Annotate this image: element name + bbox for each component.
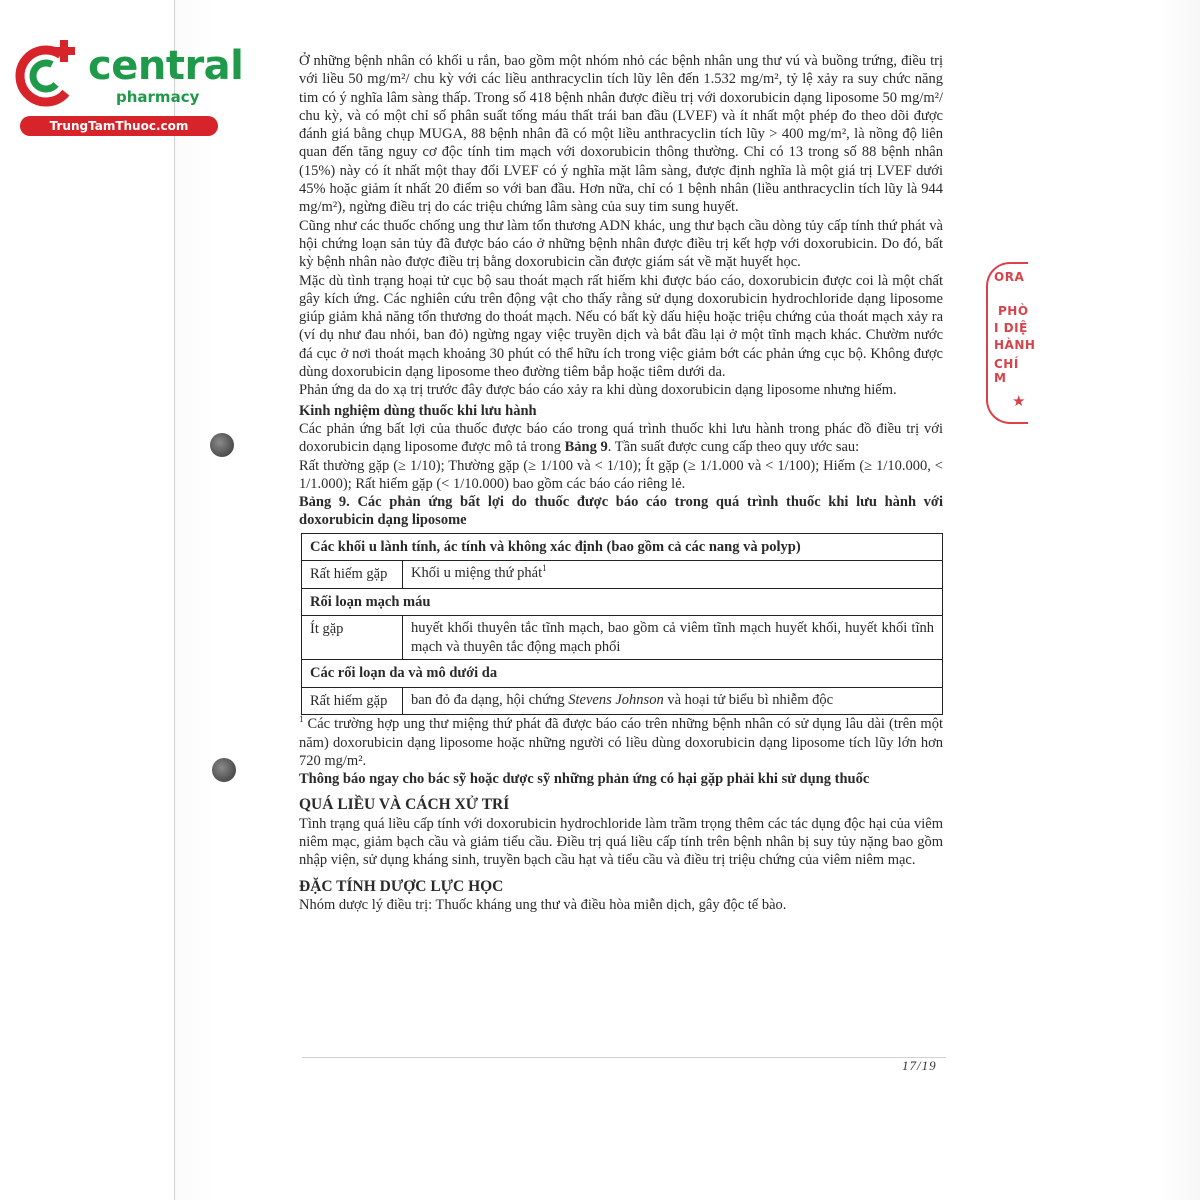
footnote-marker: 1 [542, 563, 547, 574]
table-row [302, 561, 943, 589]
frequency-cell: Rất hiếm gặp [302, 687, 403, 715]
document-body [299, 52, 943, 914]
central-pharmacy-logo[interactable] [10, 38, 244, 138]
reaction-text: ban đỏ đa dạng, hội chứng [411, 691, 569, 708]
star-icon: ★ [1012, 392, 1026, 410]
table-caption: Bảng 9. Các phản ứng bất lợi do thuốc được báo cáo trong quá trình thuốc khi lưu hành với doxorubicin dạng liposome [299, 494, 943, 529]
adverse-reaction-notice: Thông báo ngay cho bác sỹ hoặc dược sỹ những phản ứng có hại gặp phải khi sử dụng thuốc [299, 771, 870, 788]
table-group-row [302, 533, 943, 561]
paragraph-cardiotoxicity: Ở những bệnh nhân có khối u rắn, bao gồm một nhóm nhỏ các bệnh nhân ung thư vú và buồng trứng, điều trị với liều 50 mg/m²/ chu kỳ với các liều anthracyclin tích lũy lên đến 1.532 mg/m², tỷ lệ xảy ra suy chức năng tim có ý nghĩa lâm sàng thấp. Trong số 418 bệnh nhân được điều trị với doxorubicin dạng liposome 50 mg/m²/ chu kỳ, và có một chỉ số phân suất tống máu thất trái ban đầu (LVEF) và ít nhất một phép đo theo dõi được đánh giá bằng chụp MUGA, 88 bệnh nhân đã có một liều anthracyclin tích lũy > 400 mg/m², là nồng độ liên quan đến tăng nguy cơ độc tính tim mạch với doxorubicin thông thường. Chỉ có 13 trong số 88 bệnh nhân (15%) này có ít nhất một thay đổi LVEF có ý nghĩa mặt lâm sàng, được định nghĩa là một giá trị LVEF dưới 45% hoặc giảm ít nhất 20 điểm so với ban đầu. Hơn nữa, chỉ có 1 bệnh nhân (liều anthracyclin tích lũy là 944 mg/m²), ngừng điều trị do các triệu chứng lâm sàng của suy tim sung huyết. [299, 53, 943, 216]
intro-text-end: . Tần suất được cung cấp theo quy ước sau: [607, 439, 860, 456]
footnote-text: Các trường hợp ung thư miệng thứ phát đã được báo cáo trên những bệnh nhân có sử dụng lâu dài (trên một năm) doxorubicin dạng liposome hoặc những người có liều dùng doxorubicin dạng liposome tích lũy lớn hơn 720 mg/m². [299, 716, 943, 769]
table-group-row [302, 588, 943, 616]
stamp-line-5: CHÍ M [994, 357, 1019, 385]
reaction-text: Khối u miệng thứ phát [411, 565, 543, 582]
syndrome-name: Stevens Johnson [568, 691, 664, 708]
stamp-line-3: I DIỆ [994, 321, 1028, 335]
reaction-cell [403, 687, 943, 715]
paragraph-pharmacodynamics: Nhóm dược lý điều trị: Thuốc kháng ung thư và điều hòa miễn dịch, gây độc tế bào. [299, 896, 787, 913]
paragraph-radiation-recall: Phản ứng da do xạ trị trước đây được báo cáo xảy ra khi dùng doxorubicin dạng liposome nhưng hiếm. [299, 382, 897, 399]
footer-divider [302, 1057, 946, 1058]
intro-text: Các phản ứng bất lợi của thuốc được báo cáo trong quá trình thuốc khi lưu hành trong phác đồ điều trị với doxorubicin dạng liposome được mô tả trong [299, 420, 943, 456]
table-group-row [302, 660, 943, 688]
reaction-cell: huyết khối thuyên tắc tĩnh mạch, bao gồm cả viêm tĩnh mạch huyết khối, huyết khối tĩnh mạch và thuyên tắc động mạch phổi [403, 616, 943, 660]
stamp-line-2: PHÒ [998, 304, 1029, 318]
section-heading-postmarketing: Kinh nghiệm dùng thuốc khi lưu hành [299, 402, 537, 419]
paragraph-frequency-convention: Rất thường gặp (≥ 1/10); Thường gặp (≥ 1/100 và < 1/10); Ít gặp (≥ 1/1.000 và < 1/100); Hiếm (≥ 1/10.000, < 1/1.000); Rất hiếm gặp (< 1/10.000) bao gồm các báo cáo riêng lẻ. [299, 457, 943, 492]
footnote-marker: 1 [299, 714, 304, 725]
frequency-cell: Rất hiếm gặp [302, 561, 403, 589]
table-footnote [299, 715, 943, 770]
table-reference: Bảng 9 [564, 439, 608, 456]
approval-stamp [986, 262, 1036, 424]
logo-website[interactable]: TrungTamThuoc.com [20, 116, 218, 136]
punch-hole-bottom [212, 758, 236, 782]
page-number: 17/19 [902, 1058, 937, 1073]
group-skin: Các rối loạn da và mô dưới da [302, 660, 943, 688]
stamp-line-1: ORA [994, 270, 1025, 284]
table-row [302, 687, 943, 715]
table-row [302, 616, 943, 660]
pharmacy-cross-icon [10, 38, 82, 110]
paragraph-secondary-leukemia: Cũng như các thuốc chống ung thư làm tổn thương ADN khác, ung thư bạch cầu dòng tủy cấp tính thứ phát và hội chứng loạn sản tủy đã được báo cáo ở những bệnh nhân được điều trị kết hợp với doxorubicin. Do đó, bất kỳ bệnh nhân nào được điều trị bằng doxorubicin cần được giám sát về mặt huyết học. [299, 217, 943, 271]
reaction-cell [403, 561, 943, 589]
adverse-reactions-table [301, 533, 943, 716]
paragraph-postmarketing-intro [299, 420, 943, 457]
punch-hole-top [210, 433, 234, 457]
paragraph-extravasation: Mặc dù tình trạng hoại tử cục bộ sau thoát mạch rất hiếm khi được báo cáo, doxorubicin được coi là một chất gây kích ứng. Các nghiên cứu trên động vật cho thấy rằng sử dụng doxorubicin hydrochloride dạng liposome giúp giảm khả năng tổn thương do thoát mạch. Nếu có bất kỳ dấu hiệu hoặc triệu chứng của thoát mạch xảy ra (ví dụ như đau nhói, ban đỏ) ngừng ngay việc truyền dịch và bắt đầu lại ở một tĩnh mạch khác. Chườm nước đá cục ở nơi thoát mạch khoảng 30 phút có thể hữu ích trong việc giảm bớt các phản ứng cục bộ. Không được dùng doxorubicin dạng liposome theo đường tiêm bắp hoặc tiêm dưới da. [299, 272, 943, 381]
paragraph-overdose: Tình trạng quá liều cấp tính với doxorubicin hydrochloride làm trầm trọng thêm các tác dụng độc hại của viêm niêm mạc, giảm bạch cầu và giảm tiểu cầu. Điều trị quá liều cấp tính trên bệnh nhân bị suy tủy nặng bao gồm nhập viện, sử dụng kháng sinh, truyền bạch cầu hạt và tiểu cầu và điều trị triệu chứng của viêm niêm mạc. [299, 815, 943, 869]
logo-subtitle: pharmacy [116, 88, 200, 106]
group-neoplasms: Các khối u lành tính, ác tính và không xác định (bao gồm cả các nang và polyp) [302, 533, 943, 561]
section-heading-pharmacodynamics: ĐẶC TÍNH DƯỢC LỰC HỌC [299, 877, 504, 895]
section-heading-overdose: QUÁ LIỀU VÀ CÁCH XỬ TRÍ [299, 796, 510, 814]
reaction-text-end: và hoại tử biểu bì nhiễm độc [663, 691, 834, 708]
frequency-cell: Ít gặp [302, 616, 403, 660]
stamp-line-4: HÀNH [994, 338, 1036, 352]
group-vascular: Rối loạn mạch máu [302, 588, 943, 616]
logo-brand-name: central [88, 43, 244, 89]
